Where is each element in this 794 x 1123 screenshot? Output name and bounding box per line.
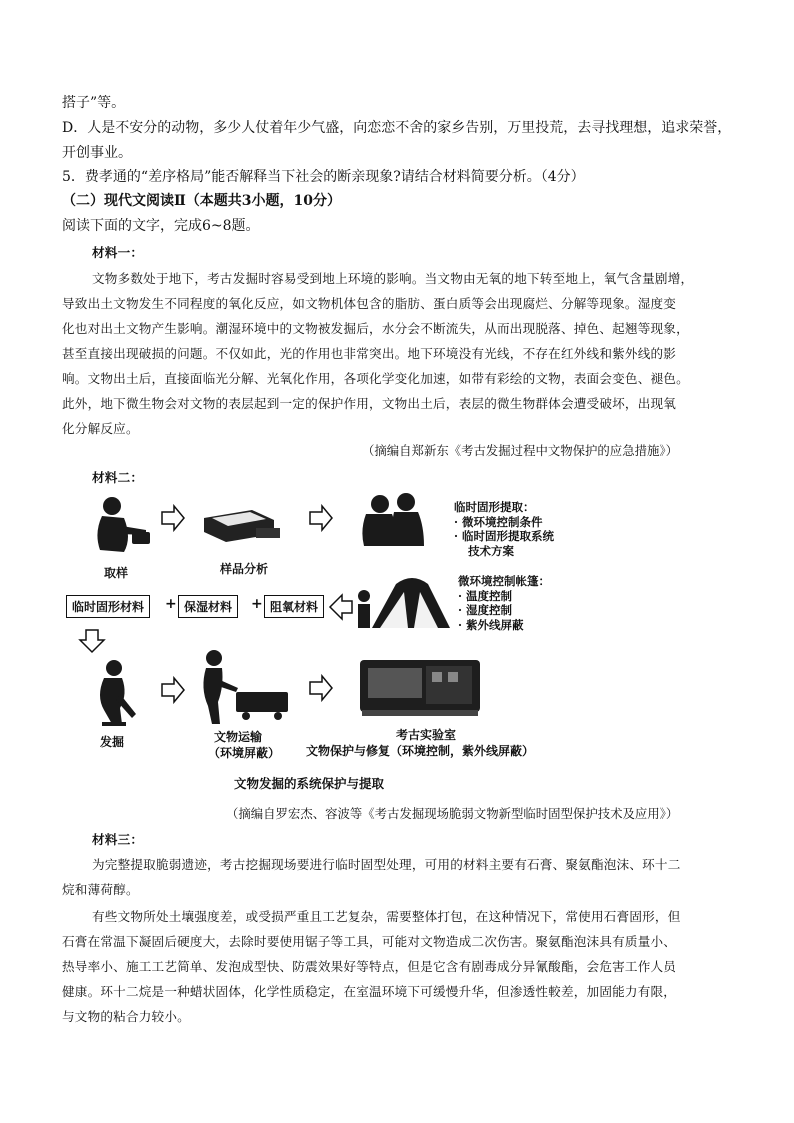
material-3-line: 热导率小、施工工艺简单、发泡成型快、防震效果好等特点，但是它含有剧毒成分异氰酸酯，会危害工作人员 [62, 959, 677, 974]
label-transport-note: （环境屏蔽） [208, 746, 281, 760]
section-heading: （二）现代文阅读Ⅱ（本题共3小题，10分） [62, 193, 342, 209]
material-box-fixing: 临时固形材料 [66, 595, 150, 618]
transport-figure [203, 650, 288, 724]
material-3-line: 石膏在常温下凝固后硬度大，去除时要使用锯子等工具，可能对文物造成二次伤害。聚氨酯泡沫具有质量小、 [62, 934, 677, 949]
tent-item: · 紫外线屏蔽 [458, 617, 524, 632]
arrow-down-icon [80, 630, 104, 652]
arrow-icon [330, 595, 352, 619]
tent-figure [358, 578, 450, 628]
protection-diagram [62, 488, 752, 791]
material-3-line: 为完整提取脆弱遗迹，考古挖掘现场要进行临时固型处理，可用的材料主要有石膏、聚氨酯泡沫、环十二 [92, 857, 681, 872]
arrow-icon [162, 678, 184, 702]
tent-item: · 温度控制 [458, 588, 513, 603]
text-line: 开创事业。 [62, 145, 132, 161]
diagram-caption: 文物发掘的系统保护与提取 [234, 776, 385, 791]
question-5: 5．费孝通的“差序格局”能否解释当下社会的断亲现象?请结合材料简要分析。（4分） [62, 169, 585, 185]
extract-title: 临时固形提取： [454, 500, 535, 514]
material-1-line: 此外，地下微生物会对文物的表层起到一定的保护作用，文物出土后，表层的微生物群体会遭受破坏，出现氧 [62, 396, 677, 411]
extract-item: 技术方案 [468, 543, 514, 558]
text-line: 搭子”等。 [62, 95, 126, 111]
material-3-title: 材料三： [92, 832, 144, 847]
material-3-line: 有些文物所处土壤强度差，或受损严重且工艺复杂，需要整体打包，在这种情况下，常使用石膏固形，但 [92, 909, 681, 924]
material-1-line: 化分解反应。 [62, 421, 139, 436]
label-lab: 考古实验室 [396, 728, 457, 742]
material-1-line: 甚至直接出现破损的问题。不仅如此，光的作用也非常突出。地下环境没有光线，不存在红外线和紫外线的影 [62, 346, 677, 361]
option-d: D．人是不安分的动物，多少人仗着年少气盛，向恋恋不舍的家乡告别，万里投荒，去寻找理想，追求荣誉， [62, 120, 732, 136]
extract-item: · 临时固形提取系统 [454, 529, 555, 543]
label-transport: 文物运输 [214, 730, 263, 744]
tent-note [458, 574, 550, 632]
label-analysis: 样品分析 [220, 562, 269, 576]
material-box-moisture: 保湿材料 [178, 595, 238, 618]
material-1-line: 响。文物出土后，直接面临光分解、光氧化作用，各项化学变化加速，如带有彩绘的文物，表面会变色、褪色。 [62, 371, 689, 386]
excavation-figure [100, 660, 136, 726]
material-3-line: 健康。环十二烷是一种蜡状固体，化学性质稳定，在室温环境下可缓慢升华，但渗透性較差，加固能力有限， [62, 984, 677, 999]
material-1-line: 化也对出土文物产生影响。潮湿环境中的文物被发掘后，水分会不断流失，从而出现脱落、掉色、起翘等现象， [62, 321, 689, 336]
plus-sign: + [251, 596, 263, 612]
material-3-line: 烷和薄荷醇。 [62, 882, 139, 897]
extract-item: · 微环境控制条件 [454, 514, 543, 529]
label-restore: 文物保护与修复（环境控制，紫外线屏蔽） [306, 744, 535, 758]
material-2-title: 材料二： [92, 470, 144, 485]
analysis-machine [204, 510, 280, 542]
sampling-figure [97, 497, 150, 552]
material-1-source: （摘编自郑新东《考古发掘过程中文物保护的应急措施》） [362, 443, 678, 458]
material-box-oxygen: 阻氧材料 [264, 595, 324, 618]
label-excavation: 发掘 [100, 735, 125, 749]
extract-note [454, 500, 554, 558]
instruction: 阅读下面的文字，完成6~8题。 [62, 218, 260, 234]
material-1-title: 材料一： [92, 245, 144, 260]
arrow-icon [310, 676, 332, 700]
tent-title: 微环境控制帐篷： [458, 574, 550, 588]
plus-sign: + [165, 596, 177, 612]
material-1-line: 导致出土文物发生不同程度的氧化反应，如文物机体包含的脂肪、蛋白质等会出现腐烂、分解等现象。湿度变 [62, 296, 677, 311]
experts-figure [362, 493, 424, 546]
arrow-icon [310, 506, 332, 530]
lab-equipment [360, 660, 480, 716]
tent-item: · 湿度控制 [458, 603, 513, 617]
arrow-icon [162, 506, 184, 530]
material-3-line: 与文物的粘合力较小。 [62, 1009, 190, 1024]
label-sampling: 取样 [104, 566, 129, 580]
material-2-source: （摘编自罗宏杰、容波等《考古发掘现场脆弱文物新型临时固型保护技术及应用》） [226, 806, 679, 821]
material-1-line: 文物多数处于地下，考古发掘时容易受到地上环境的影响。当文物由无氧的地下转至地上，氧气含量剧增， [92, 271, 694, 286]
